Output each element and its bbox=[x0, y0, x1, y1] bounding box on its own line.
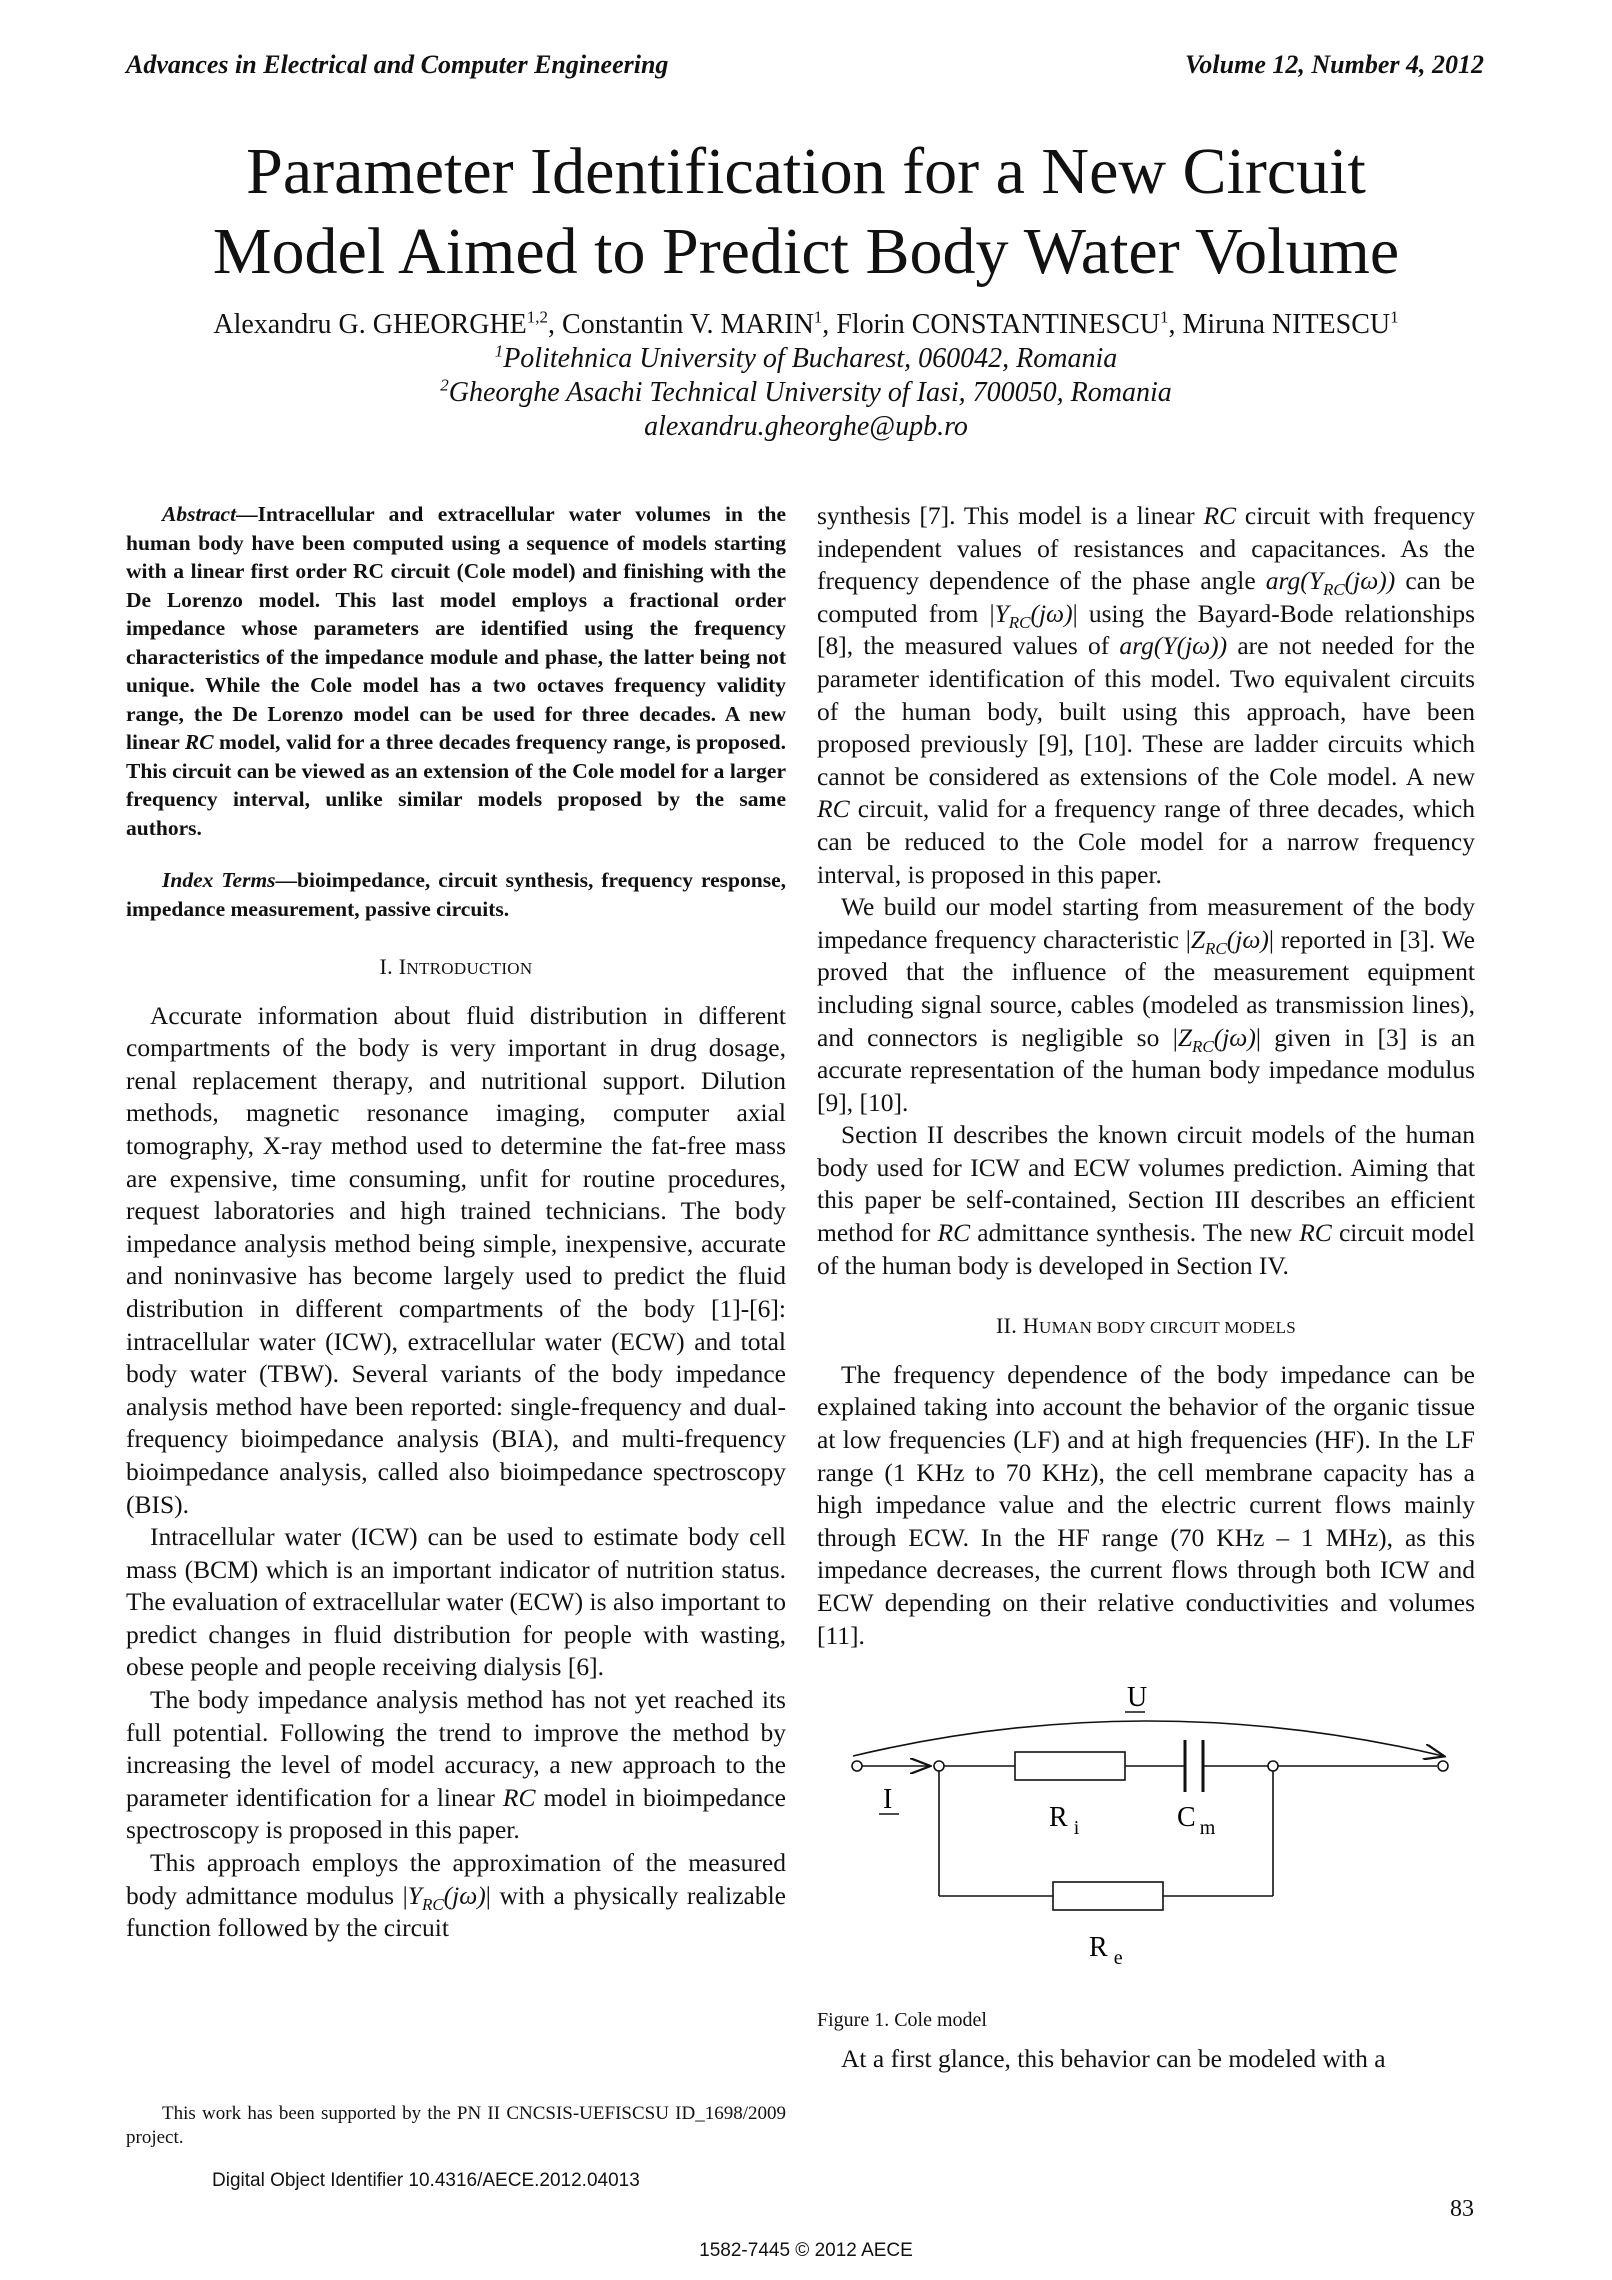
r-p3-b: admittance synthesis. The new bbox=[970, 1218, 1300, 1248]
intro-p4-jw: (jω) bbox=[443, 1880, 486, 1910]
funding-footnote: This work has been supported by the PN II CNCSIS-UEFISCSU ID_1698/2009 project. bbox=[126, 2103, 786, 2148]
cm-label bbox=[1177, 1802, 1216, 1839]
author-3: , Florin CONSTANTINESCU bbox=[822, 309, 1160, 340]
index-terms-text: —bioimpedance, circuit synthesis, frequency response, impedance measurement, passive circuits. bbox=[126, 868, 786, 921]
intro-p4-a: This approach employs the approximation of the measured body admittance modulus | bbox=[126, 1848, 786, 1910]
node-left bbox=[934, 1761, 944, 1771]
cole-circuit-diagram bbox=[817, 1666, 1475, 1996]
author-email[interactable]: alexandru.gheorghe@upb.ro bbox=[644, 411, 968, 442]
ri-label-letter: R bbox=[1049, 1802, 1068, 1834]
intro-p4-b: | with a physically realizable function followed by the circuit bbox=[126, 1880, 786, 1943]
abstract-text-2: model, valid for a three decades frequency range, is proposed. This circuit can be viewed as an extension of the Cole model for a larger frequency interval, unlike similar models proposed by the same authors. bbox=[126, 730, 786, 840]
r-p2-jw: (jω) bbox=[1226, 924, 1269, 954]
affiliation-2-mark: 2 bbox=[440, 375, 449, 395]
author-list bbox=[0, 308, 1612, 342]
r-p2-b: | reported in [3]. We proved that the influence of the measurement equipment including signal source, cables (modeled as transmission lines), and connectors is negligible so | bbox=[817, 924, 1475, 1052]
section-1-number: I. bbox=[379, 954, 399, 979]
section-2-number: II. bbox=[995, 1313, 1023, 1339]
intro-paragraph-2: Intracellular water (ICW) can be used to estimate body cell mass (BCM) which is an important indicator of nutrition status. The evaluation of extracellular water (ECW) is also important to predict changes in fluid distribution for people with wasting, obese people and people receiving dialysis [6]. bbox=[126, 1522, 786, 1682]
journal-name: Advances in Electrical and Computer Engineering bbox=[126, 50, 669, 79]
resistor-re bbox=[1053, 1882, 1163, 1910]
r-p3-rc2: RC bbox=[1299, 1218, 1332, 1248]
author-3-affil: 1 bbox=[1159, 307, 1169, 327]
r-p1-f: circuit, valid for a frequency range of three decades, which can be reduced to the Cole model for a narrow frequency interval, is proposed in this paper. bbox=[817, 794, 1475, 889]
affiliation-2-text: Gheorghe Asachi Technical University of Iasi, 700050, Romania bbox=[448, 377, 1172, 408]
right-paragraph-2 bbox=[817, 891, 1475, 1119]
ri-label-sub: i bbox=[1073, 1817, 1080, 1840]
intro-p4-y: Y bbox=[407, 1880, 422, 1910]
title-line-1: Parameter Identification for a New Circuit bbox=[246, 135, 1366, 208]
intro-paragraph-4 bbox=[126, 1847, 786, 1945]
volume-info: Volume 12, Number 4, 2012 bbox=[1184, 50, 1484, 79]
author-2-affil: 1 bbox=[813, 307, 823, 327]
voltage-label: U bbox=[1127, 1682, 1148, 1714]
r-p1-y: Y bbox=[994, 598, 1009, 628]
r-p1-rc: RC bbox=[1203, 501, 1237, 530]
index-terms-lead: Index Terms bbox=[162, 868, 276, 892]
section-1-heading bbox=[126, 951, 786, 986]
r-p2-z: Z bbox=[1190, 924, 1206, 954]
re-label-sub: e bbox=[1113, 1947, 1123, 1970]
right-paragraph-5: At a first glance, this behavior can be modeled with a bbox=[841, 2043, 1386, 2073]
author-4: , Miruna NITESCU bbox=[1168, 309, 1391, 340]
paper-title bbox=[0, 132, 1612, 292]
r-p1-b: circuit with frequency independent values of resistances and capacitances. As the frequency dependence of the phase angle bbox=[817, 501, 1475, 596]
affiliation-1-mark: 1 bbox=[494, 341, 504, 361]
re-label-letter: R bbox=[1089, 1932, 1108, 1964]
r-p2-sub: RC bbox=[1205, 938, 1227, 958]
doi[interactable]: Digital Object Identifier 10.4316/AECE.2012.04013 bbox=[212, 2170, 640, 2191]
left-column bbox=[126, 500, 786, 1945]
r-p2-sub2: RC bbox=[1192, 1036, 1214, 1056]
author-1-affil: 1,2 bbox=[526, 307, 549, 327]
abstract bbox=[126, 500, 786, 842]
cole-model-figure bbox=[817, 1666, 1475, 1996]
r-p1-jw: (jω) bbox=[1030, 598, 1073, 628]
issn-copyright: 1582-7445 © 2012 AECE bbox=[699, 2240, 913, 2261]
input-terminal bbox=[852, 1761, 862, 1771]
voltage-arrow bbox=[853, 1721, 1443, 1756]
affiliation-1 bbox=[0, 342, 1612, 376]
index-terms bbox=[126, 866, 786, 923]
page-number: 83 bbox=[1450, 2196, 1474, 2222]
r-p2-c: | given in [3] is an accurate representation of the human body impedance modulus [9], [10]. bbox=[817, 1022, 1475, 1117]
intro-p3-b: model in bioimpedance spectroscopy is proposed in this paper. bbox=[126, 1782, 786, 1845]
r-p1-sub1: RC bbox=[1322, 580, 1345, 600]
r-p1-rc2: RC bbox=[817, 794, 850, 824]
section-2-first-letter: H bbox=[1022, 1313, 1040, 1339]
r-p2-z2: Z bbox=[1177, 1022, 1192, 1052]
section-1-first-letter: I bbox=[398, 954, 407, 979]
author-2: , Constantin V. MARIN bbox=[548, 309, 814, 340]
intro-p3-a: The body impedance analysis method has not yet reached its full potential. Following the trend to improve the method by increasing the level of model accuracy, a new approach to the parameter identification for a linear bbox=[126, 1685, 786, 1812]
r-p2-a: We build our model starting from measurement of the body impedance frequency characteristic | bbox=[817, 892, 1475, 954]
figure-caption: Figure 1. Cole model bbox=[817, 2009, 987, 2032]
intro-p4-sub: RC bbox=[421, 1894, 444, 1914]
r-p1-sub2: RC bbox=[1008, 612, 1031, 632]
ri-label bbox=[1049, 1802, 1080, 1839]
r-p3-c: circuit model of the human body is developed in Section IV. bbox=[817, 1218, 1475, 1280]
right-column bbox=[817, 500, 1475, 2075]
r-p1-arg2: (jω)) bbox=[1344, 566, 1396, 596]
abstract-lead: Abstract bbox=[162, 502, 237, 526]
right-paragraph-4: The frequency dependence of the body impedance can be explained taking into account the behavior of the organic tissue at low frequencies (LF) and at high frequencies (HF). In the LF range (1 KHz to 70 KHz), the cell membrane capacity has a high impedance value and the electric current flows mainly through ECW. In the HF range (70 KHz – 1 MHz), as this impedance decreases, the current flows through both ICW and ECW depending on their relative conductivities and volumes [11]. bbox=[817, 1359, 1475, 1650]
author-block bbox=[0, 308, 1612, 444]
output-terminal bbox=[1438, 1761, 1448, 1771]
intro-p3-rc: RC bbox=[502, 1782, 536, 1812]
intro-paragraph-3 bbox=[126, 1684, 786, 1847]
affiliation-2 bbox=[0, 376, 1612, 410]
r-p1-d: | using the Bayard-Bode relationships [8], the measured values of bbox=[817, 598, 1475, 661]
r-p1-e: are not needed for the parameter identification of this model. Two equivalent circuits of the human body, built using this approach, have been proposed previously [9], [10]. These are ladder circuits which cannot be considered as extensions of the Cole model. A new bbox=[817, 631, 1475, 791]
current-label: I bbox=[883, 1784, 893, 1816]
right-paragraph-1 bbox=[817, 500, 1475, 891]
r-p3-rc: RC bbox=[937, 1218, 971, 1248]
r-p1-a: synthesis [7]. This model is a linear bbox=[817, 501, 1204, 530]
resistor-ri bbox=[1015, 1752, 1125, 1780]
node-right bbox=[1268, 1761, 1278, 1771]
section-1-rest: NTRODUCTION bbox=[406, 959, 533, 978]
cm-label-letter: C bbox=[1177, 1802, 1196, 1834]
r-p1-c: can be computed from | bbox=[817, 566, 1475, 628]
abstract-rc: RC bbox=[184, 730, 214, 754]
r-p3-a: Section II describes the known circuit models of the human body used for ICW and ECW volumes prediction. Aiming that this paper be self-contained, Section III describes an efficient method for bbox=[817, 1120, 1475, 1248]
title-line-2: Model Aimed to Predict Body Water Volume bbox=[212, 215, 1400, 288]
section-2-heading bbox=[817, 1310, 1475, 1345]
cm-label-sub: m bbox=[1199, 1817, 1216, 1840]
author-4-affil: 1 bbox=[1390, 307, 1399, 327]
section-2-rest: UMAN BODY CIRCUIT MODELS bbox=[1039, 1318, 1297, 1338]
intro-paragraph-1: Accurate information about fluid distribution in different compartments of the body is very important in drug dosage, renal replacement therapy, and nutritional support. Dilution methods, magnetic resonance imaging, computer axial tomography, X-ray method used to determine the fat-free mass are expensive, time consuming, unfit for routine procedures, request laboratories and high trained technicians. The body impedance analysis method being simple, inexpensive, accurate and noninvasive has become largely used to predict the fluid distribution in different compartments of the body [1]-[6]: intracellular water (ICW), extracellular water (ECW) and total body water (TBW). Several variants of the body impedance analysis method have been reported: single-frequency and dual-frequency bioimpedance analysis (BIA), and multi-frequency bioimpedance analysis, called also bioimpedance spectroscopy (BIS). bbox=[126, 1000, 786, 1519]
re-label bbox=[1089, 1932, 1123, 1969]
abstract-text-1: —Intracellular and extracellular water volumes in the human body have been computed using a sequence of models starting with a linear first order RC circuit (Cole model) and finishing with the De Lorenzo model. This last model employs a fractional order impedance whose parameters are identified using the frequency characteristics of the impedance module and phase, the latter being not unique. While the Cole model has a two octaves frequency validity range, the De Lorenzo model can be used for three decades. A new linear bbox=[126, 502, 786, 754]
r-p2-jw2: (jω) bbox=[1213, 1022, 1256, 1052]
affiliation-1-text: Politehnica University of Bucharest, 060042, Romania bbox=[503, 343, 1118, 374]
right-paragraph-3 bbox=[817, 1119, 1475, 1282]
r-p1-arg: arg(Y bbox=[1265, 566, 1323, 596]
author-1: Alexandru G. GHEORGHE bbox=[213, 309, 527, 340]
r-p1-arg3: arg(Y(jω)) bbox=[1119, 631, 1228, 661]
